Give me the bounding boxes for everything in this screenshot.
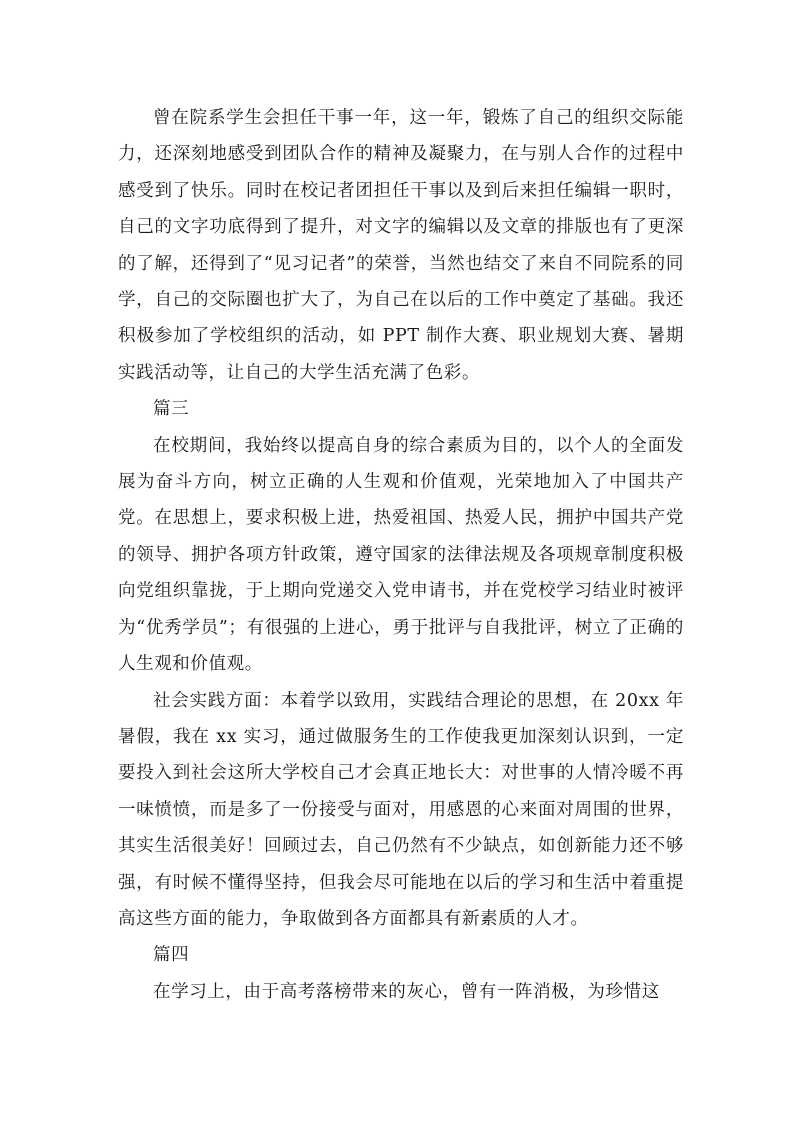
document-body — [118, 100, 684, 1010]
section-heading-part-three: 篇三 — [153, 399, 190, 420]
paragraph-student-union: 曾在院系学生会担任干事一年，这一年，锻炼了自己的组织交际能力，还深刻地感受到团队合作的精神及凝聚力，在与别人合作的过程中感受到了快乐。同时在校记者团担任干事以及到后来担任编辑一职时，自己的文字功底得到了提升，对文字的编辑以及文章的排版也有了更深的了解，还得到了“见习记者”的荣誉，当然也结交了来自不同院系的同学，自己的交际圈也扩大了，为自己在以后的工作中奠定了基础。我还积极参加了学校组织的活动，如 PPT 制作大赛、职业规划大赛、暑期实践活动等，让自己的大学生活充满了色彩。 — [118, 108, 684, 383]
paragraph-political-growth: 在校期间，我始终以提高自身的综合素质为目的，以个人的全面发展为奋斗方向，树立正确的人生观和价值观，光荣地加入了中国共产党。在思想上，要求积极上进，热爱祖国、热爱人民，拥护中国共产党的领导、拥护各项方针政策，遵守国家的法律法规及各项规章制度积极向党组织靠拢，于上期向党递交入党申请书，并在党校学习结业时被评为“优秀学员”；有很强的上进心，勇于批评与自我批评，树立了正确的人生观和价值观。 — [118, 435, 684, 675]
section-heading-part-four: 篇四 — [153, 945, 190, 966]
paragraph-social-practice: 社会实践方面：本着学以致用，实践结合理论的思想，在 20xx 年暑假，我在 xx 实习，通过做服务生的工作使我更加深刻认识到，一定要投入到社会这所大学校自己才会真正地长大：对世事的人情冷暖不再一味愤愤，而是多了一份接受与面对，用感恩的心来面对周围的世界，其实生活很美好！回顾过去，自己仍然有不少缺点，如创新能力还不够强，有时候不懂得坚持，但我会尽可能地在以后的学习和生活中着重提高这些方面的能力，争取做到各方面都具有新素质的人才。 — [118, 690, 684, 929]
paragraph-study: 在学习上，由于高考落榜带来的灰心，曾有一阵消极，为珍惜这 — [153, 981, 660, 1002]
